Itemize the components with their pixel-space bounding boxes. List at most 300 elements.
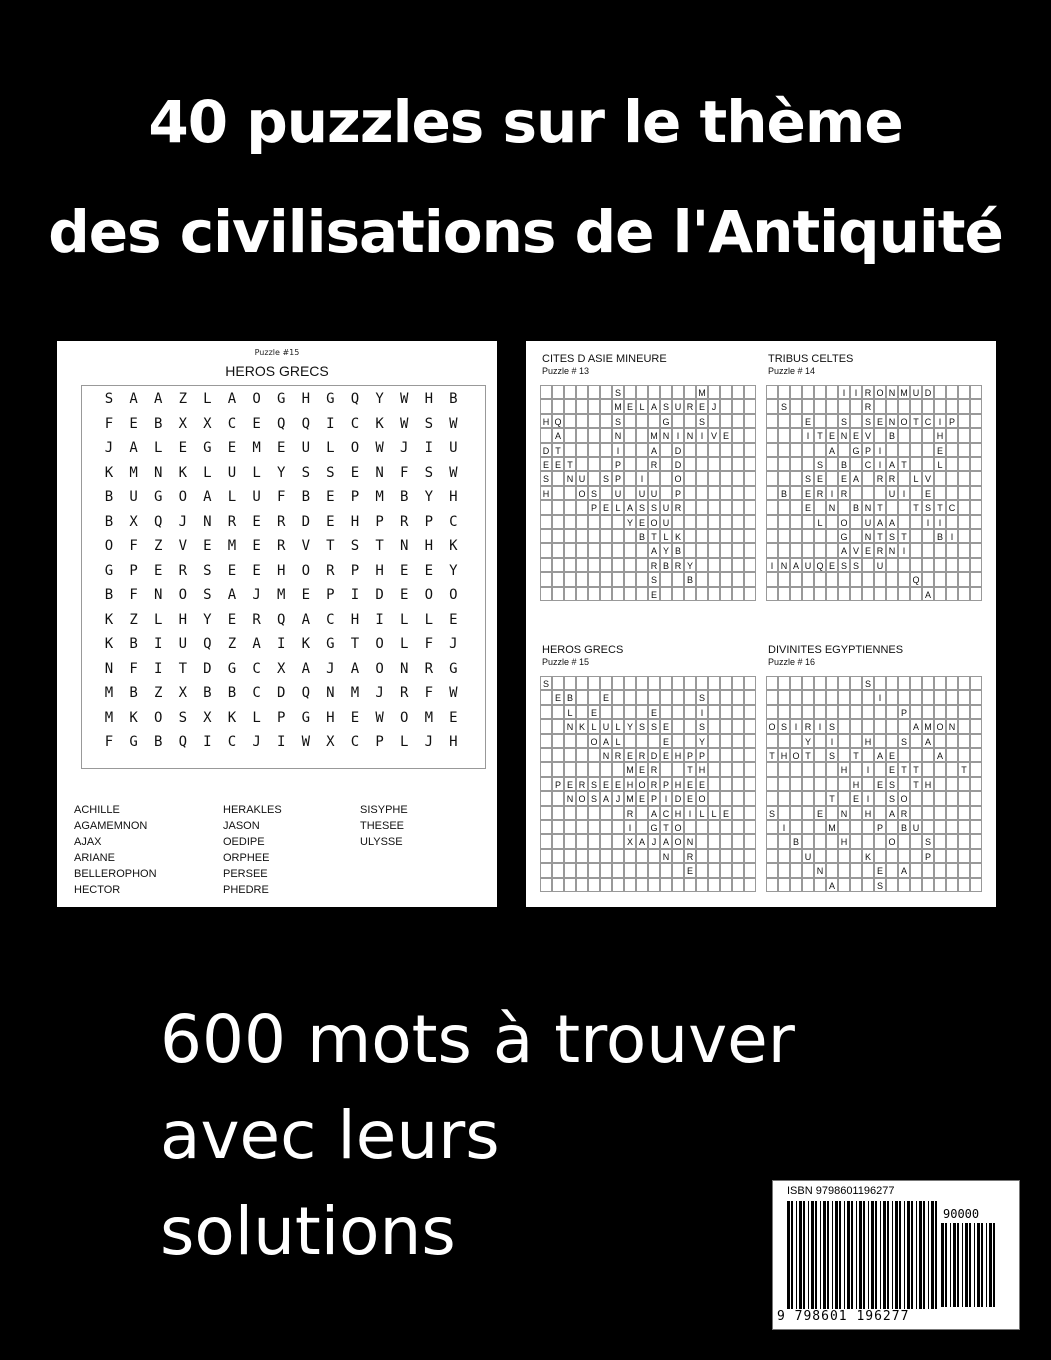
grid-letter: H [178,611,188,628]
grid-letter: G [326,636,335,652]
solution-cell [672,849,684,863]
grid-letter: Y [375,391,384,407]
grid-letter: O [449,587,458,603]
solution-cell [660,705,672,719]
solution-cell [946,572,958,586]
solution-cell [600,676,612,690]
solution-cell: S [778,399,790,413]
solution-cell [778,428,790,442]
grid-letter: L [203,464,212,481]
grid-letter: D [375,587,384,603]
solution-cell [958,500,970,514]
grid-letter: X [178,685,188,701]
solution-cell [732,748,744,762]
solution-cell [612,690,624,704]
solution-cell [588,399,600,413]
solution-cell [766,791,778,805]
solution-cell [720,748,732,762]
solution-cell [802,572,814,586]
solution-cell [600,587,612,601]
grid-letter: Y [203,611,212,628]
solution-cell [946,777,958,791]
grid-letter: R [326,562,335,579]
grid-letter: R [399,685,409,701]
solution-cell [874,719,886,733]
solution-cell [910,806,922,820]
solution-cell [708,849,720,863]
solution-cell: T [910,777,922,791]
solution-cell [588,820,600,834]
solution-cell [720,863,732,877]
word-list-item: ACHILLE [74,804,120,816]
solution-cell [708,834,720,848]
solution-cell [540,558,552,572]
grid-letter: L [227,489,237,505]
solution-cell [540,849,552,863]
solution-cell [732,443,744,457]
solution-cell [636,543,648,557]
solution-cell [934,734,946,748]
barcode-bar [803,1201,805,1309]
barcode-bar [856,1201,857,1309]
solution-cell [802,385,814,399]
barcode-bar [832,1201,833,1309]
solution-cell: I [814,719,826,733]
solution-cell [732,428,744,442]
barcode-bars-addon [941,1223,997,1307]
solution-cell [612,543,624,557]
solution-cell [612,529,624,543]
solution-cell: P [588,500,600,514]
grid-letter: E [252,538,261,554]
solution-cell [624,676,636,690]
solution-cell [874,734,886,748]
solution-cell [778,863,790,877]
solution-cell [744,414,756,428]
grid-letter: A [227,587,237,603]
solution-cell [552,543,564,557]
solution-cell [958,385,970,399]
solution-cell [814,791,826,805]
solution-cell: Y [802,734,814,748]
solution-cell [612,515,624,529]
solution-cell [946,587,958,601]
solution-cell: J [708,399,720,413]
solution-cell [744,690,756,704]
grid-letter: I [276,734,286,750]
solution-cell [540,690,552,704]
solution-cell [612,676,624,690]
solution-cell [886,705,898,719]
solution-cell: S [862,414,874,428]
solution-cell [766,849,778,863]
grid-letter: G [104,562,114,579]
solution-cell [732,457,744,471]
solution-cell: N [660,849,672,863]
solution-cell [744,443,756,457]
grid-letter: V [178,538,188,554]
solution-cell [744,572,756,586]
grid-letter: N [399,538,409,554]
solution-cell [838,399,850,413]
solution-cell: O [790,748,802,762]
solution-cell [862,705,874,719]
solution-cell [648,690,660,704]
grid-letter: C [350,415,360,432]
solution-cell [766,705,778,719]
solution-cell: M [612,399,624,413]
solution-cell [540,806,552,820]
solution-cell [886,878,898,892]
solution-cell: S [648,500,660,514]
solution-cell [814,543,826,557]
solution-cell [958,820,970,834]
solution-cell [720,690,732,704]
solution-cell [790,486,802,500]
solution-cell: B [672,543,684,557]
solution-cell [588,558,600,572]
solution-cell [790,849,802,863]
solution-cell: A [850,471,862,485]
solution-cell [600,806,612,820]
barcode-bar [892,1201,893,1309]
grid-letter: H [326,709,335,726]
solution-cell [684,820,696,834]
solution-cell [684,529,696,543]
solution-cell [708,529,720,543]
solution-cell: N [862,529,874,543]
solution-cell [576,414,588,428]
solution-cell [576,806,588,820]
solution-cell: H [934,428,946,442]
solution-cell [778,834,790,848]
solution-cell [672,385,684,399]
grid-letter: R [252,611,261,628]
solution-cell: B [898,820,910,834]
solution-cell: H [540,486,552,500]
solution-cell: O [898,414,910,428]
solution-cell [624,529,636,543]
solution-cell: P [684,748,696,762]
solution-cell [552,705,564,719]
grid-letter: A [227,391,237,407]
solution-cell [766,878,778,892]
solution-cell [684,587,696,601]
solution-cell: I [684,806,696,820]
solution-cell [814,500,826,514]
grid-letter: Q [301,415,311,432]
solution-cell: O [874,385,886,399]
solution-cell [862,572,874,586]
grid-letter: E [276,440,286,456]
solution-cell: E [684,777,696,791]
solution-cell [766,529,778,543]
solution-cell: U [886,486,898,500]
solution-cell: E [636,762,648,776]
solution-cell: S [696,719,708,733]
solution-cell [886,500,898,514]
solution-cell [588,762,600,776]
solution-cell: A [910,719,922,733]
solution-cell [576,385,588,399]
barcode-bar [844,1201,845,1309]
solution-cell: I [790,719,802,733]
solution-cell: S [838,558,850,572]
grid-letter: H [301,391,311,407]
headline-line-1: 40 puzzles sur le thème [148,88,903,156]
solution-cell [744,558,756,572]
solution-cell [696,572,708,586]
solution-cell [708,777,720,791]
solution-cell [778,443,790,457]
solution-cell [874,762,886,776]
solution-cell [814,834,826,848]
grid-letter: J [424,734,434,750]
solution-cell [612,806,624,820]
solution-cell [874,676,886,690]
solution-cell [684,878,696,892]
solution-cell [790,806,802,820]
solution-cell [958,748,970,762]
grid-letter: P [375,734,384,750]
solution-cell [910,399,922,413]
barcode-digits: 9 798601 196277 [777,1309,910,1324]
solution-cell [636,676,648,690]
grid-letter: L [424,611,434,628]
solution-cell [540,719,552,733]
solution-cell [802,705,814,719]
solution-cell [898,587,910,601]
solution-cell [660,690,672,704]
solution-cell [826,849,838,863]
solution-cell [766,762,778,776]
solution-cell [814,676,826,690]
grid-letter: F [129,660,138,677]
solution-cell [732,878,744,892]
grid-letter: C [227,415,237,432]
solution-cell [720,486,732,500]
grid-letter: I [424,440,434,456]
solution-cell: A [552,428,564,442]
solution-cell [708,705,720,719]
solution-cell: I [624,820,636,834]
solution-cell [636,385,648,399]
grid-letter: W [449,685,458,701]
grid-letter: U [301,440,311,456]
solution-cell [946,762,958,776]
grid-letter: A [252,636,261,652]
solution-cell [910,543,922,557]
solution-cell: U [576,471,588,485]
solution-cell: Q [552,414,564,428]
solution-cell: S [648,572,660,586]
solution-cell: T [898,529,910,543]
solution-cell [826,414,838,428]
solution-cell: A [790,558,802,572]
solution-cell [624,471,636,485]
solution-cell: E [552,690,564,704]
solution-cell [970,414,982,428]
solution-cell: U [874,558,886,572]
solution-cell: E [874,414,886,428]
solution-cell [802,399,814,413]
grid-letter: U [449,440,458,456]
solution-cell [540,399,552,413]
grid-letter: Q [178,734,188,750]
solution-cell: S [838,414,850,428]
solution-cell [720,399,732,413]
solution-cell [766,690,778,704]
solution-cell: C [660,806,672,820]
solution-cell [802,515,814,529]
solution-title: DIVINITES EGYPTIENNES [768,644,904,656]
solution-cell [720,705,732,719]
solution-cell [708,762,720,776]
solution-cell [874,572,886,586]
solution-cell: E [862,543,874,557]
solution-cell [958,705,970,719]
solution-cell [732,676,744,690]
solution-cell [886,572,898,586]
solution-cell [648,878,660,892]
solution-cell [826,587,838,601]
solution-cell [814,443,826,457]
solution-cell [708,486,720,500]
solution-cell [624,863,636,877]
solution-cell [624,705,636,719]
solution-cell [922,705,934,719]
solution-cell: S [778,719,790,733]
solution-cell [744,806,756,820]
solution-cell: D [672,791,684,805]
grid-letter: R [227,513,237,530]
solution-cell [970,690,982,704]
solution-cell [886,849,898,863]
solution-cell: S [886,529,898,543]
solution-cell [732,791,744,805]
solution-cell: E [564,777,576,791]
solution-cell [838,719,850,733]
solution-cell [588,457,600,471]
solution-cell: L [588,719,600,733]
isbn-barcode [772,1180,1020,1330]
solution-cell [910,748,922,762]
barcode-bar [986,1223,987,1307]
solution-cell [540,385,552,399]
solution-cell [576,572,588,586]
solution-cell [826,777,838,791]
solution-cell [624,457,636,471]
solution-cell [814,690,826,704]
solution-cell [862,558,874,572]
solution-cell [612,878,624,892]
solution-cell: D [540,443,552,457]
solution-cell [802,443,814,457]
solution-cell [660,572,672,586]
grid-letter: L [252,464,261,481]
headline-line-2: des civilisations de l'Antiquité [48,198,1003,266]
solution-cell [696,457,708,471]
solution-cell [696,587,708,601]
grid-letter: A [153,391,163,407]
solution-cell [588,806,600,820]
solution-cell [910,558,922,572]
solution-cell [708,734,720,748]
solution-cell [970,719,982,733]
solution-cell [790,878,802,892]
solution-cell [946,558,958,572]
grid-letter: E [301,587,311,603]
solution-cell: S [588,791,600,805]
solution-cell [958,834,970,848]
solution-cell: E [934,443,946,457]
solution-cell: U [660,515,672,529]
solution-cell [636,690,648,704]
solution-cell [802,762,814,776]
solution-cell: E [850,791,862,805]
solution-cell [564,443,576,457]
solution-cell [720,515,732,529]
solution-cell [600,543,612,557]
solution-cell: V [850,543,862,557]
solution-cell [814,748,826,762]
solution-cell: E [720,806,732,820]
solution-cell: N [612,428,624,442]
solution-cell [826,572,838,586]
solution-cell [576,734,588,748]
grid-letter: R [276,538,286,554]
solution-cell: A [624,500,636,514]
solution-cell: E [886,762,898,776]
grid-letter: R [424,660,434,677]
solution-cell [838,849,850,863]
solution-cell [778,849,790,863]
solution-cell: A [874,748,886,762]
grid-letter: S [203,587,212,603]
solution-cell: P [660,777,672,791]
grid-letter: S [350,538,360,554]
barcode-bars-main [787,1201,937,1309]
grid-letter: Q [276,611,286,628]
solution-cell [744,399,756,413]
solution-cell [600,705,612,719]
grid-letter: J [326,660,335,677]
solution-cell [684,690,696,704]
grid-letter: E [203,538,212,554]
grid-letter: J [178,513,188,530]
solution-cell: B [660,558,672,572]
solution-cell [732,399,744,413]
solution-cell [564,878,576,892]
solution-cell: J [648,834,660,848]
solution-cell [720,529,732,543]
solution-cell [564,676,576,690]
grid-letter: R [276,513,286,530]
solution-cell [564,500,576,514]
solution-cell [612,849,624,863]
solution-cell [576,705,588,719]
solution-cell: H [540,414,552,428]
solution-cell [552,385,564,399]
solution-cell [766,457,778,471]
grid-letter: L [153,440,163,456]
grid-letter: H [276,562,286,579]
solution-cell [934,572,946,586]
solution-cell: Y [660,543,672,557]
solution-cell [970,572,982,586]
barcode-bar [835,1201,838,1309]
solution-cell: N [600,748,612,762]
